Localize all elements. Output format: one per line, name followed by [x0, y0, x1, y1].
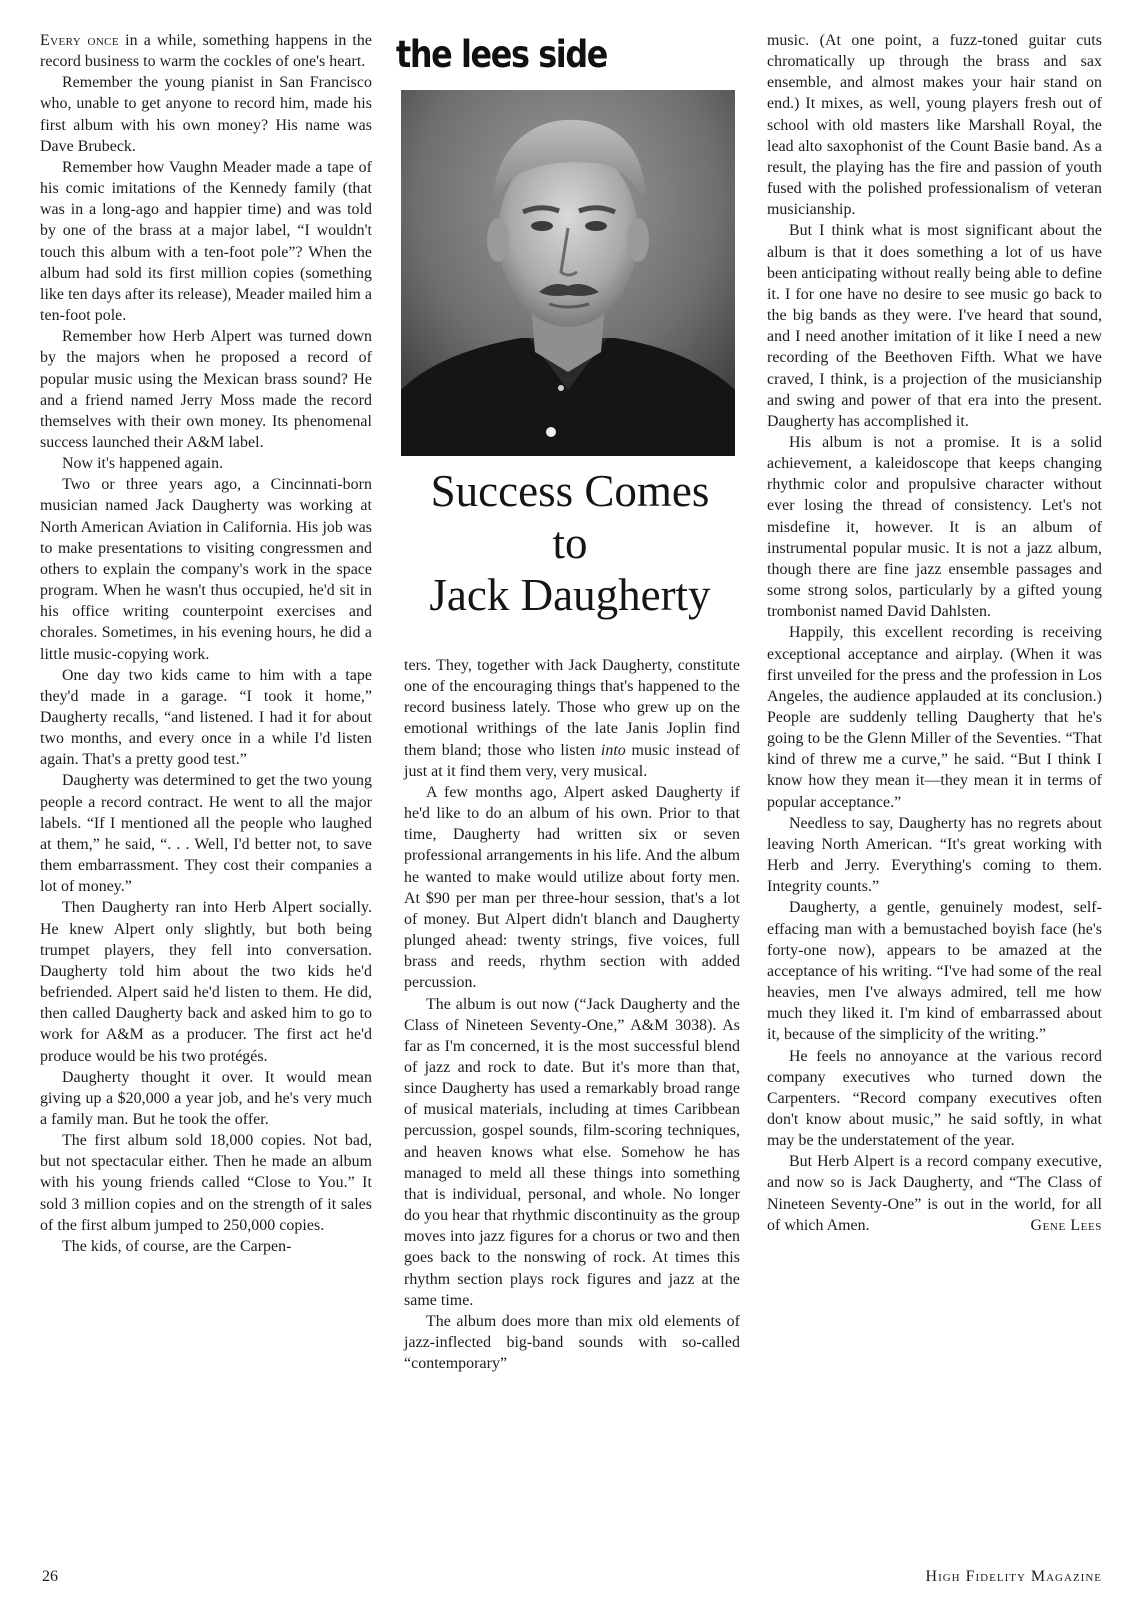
- lead-in: Every once: [40, 32, 120, 49]
- paragraph: A few months ago, Alpert asked Daugherty if he'd like to do an album of his own. Prior to that time, Daugherty had written six or seven professional arrangements in his life. And the album he wanted to make would utilize about forty men. At $90 per man per three-hour session, that's a lot of money. But Alpert didn't blanch and Daugherty plunged ahead: twenty strings, five voices, full brass and reeds, rhythm section with added percussion.: [404, 783, 740, 992]
- article-column-left: [40, 30, 372, 1257]
- paragraph: Two or three years ago, a Cincinnati-born musician named Jack Daugherty was working at North American Aviation in California. His job was to make presentations to visiting congressmen and others to explain the company's work in the space program. When he wasn't thus occupied, he'd sit in his office writing counterpoint exercises and chorales. Sometimes, in his evening hours, he did a little music-copying work.: [40, 476, 372, 663]
- magazine-name: High Fidelity Magazine: [925, 1568, 1102, 1585]
- paragraph: Remember the young pianist in San Francisco who, unable to get anyone to record him, made his first album with his own money? His name was Dave Brubeck.: [40, 74, 372, 155]
- paragraph: Happily, this excellent recording is receiving exceptional acceptance and airplay. (When it was first unveiled for the press and the profession in Los Angeles, the audience applauded at its conclusion.) People are suddenly telling Daugherty that he's going to be the Glenn Miller of the Seventies. “That kind of threw me a curve,” he said. “But I think I know how they mean it—they mean it in terms of popular acceptance.”: [767, 624, 1102, 811]
- paragraph: Needless to say, Daugherty has no regrets about leaving North American. “It's great working with Herb and Jerry. Everything's coming to them. Integrity counts.”: [767, 814, 1102, 896]
- paragraph: The album is out now (“Jack Daugherty and the Class of Nineteen Seventy-One,” A&M 3038). As far as I'm concerned, it is the most successful blend of jazz and rock to date. But it's more than that, since Daugherty has used a remarkably broad range of musical materials, including at times Caribbean percussion, gospel sounds, film-scoring techniques, and heaven knows what else. Somehow he has managed to meld all these things into something that is individual, personal, and whole. No longer do you hear that rhythmic discontinuity as the group moves into jazz figures for a chorus or two and then goes back to the nonswing of rock. At times this rhythm section plays rock figures and jazz at the same time.: [404, 995, 740, 1309]
- paragraph: His album is not a promise. It is a solid achievement, a kaleidoscope that keeps changing rhythmic color and propulsive character without ever losing the thread of consistency. Let's not misdefine it, however. It is an album of instrumental popular music. It is not a jazz album, though there are fine jazz ensemble passages and some strong solos, particularly by a gifted young trombonist named David Dahlsten.: [767, 433, 1102, 621]
- paragraph: Remember how Herb Alpert was turned down by the majors when he proposed a record of popular music using the Mexican brass sound? He and a friend named Jerry Moss made the record themselves with their own money. Its phenomenal success launched their A&M label.: [40, 328, 372, 451]
- paragraph: music. (At one point, a fuzz-toned guitar cuts chromatically up through the brass and sax ensemble, and almost makes your hair stand on end.) It mixes, as well, young players fresh out of school with old masters like Marshall Royal, the lead alto saxophonist of the Count Basie band. As a result, the playing has the fire and passion of youth fused with the polished professionalism of veteran musicianship.: [767, 32, 1102, 219]
- paragraph: Daugherty was determined to get the two young people a record contract. He went to all the major labels. “If I mentioned all the people who laughed at them,” he said, “. . . Well, I'd better not, to save them embarrassment. They cost their companies a lot of money.”: [40, 772, 372, 896]
- paragraph: ters. They, together with Jack Daugherty, constitute one of the encouraging things that's happened to the record business lately. Those who grew up on the emotional writhings of the late Janis Joplin find them bland; those who listen into music instead of just at it find them very, very musical.: [404, 657, 740, 780]
- paragraph: But I think what is most significant about the album is that it does something a lot of us have been anticipating without really being able to define it. I for one have no desire to see music go back to the big bands as they were. I've heard that sound, and I need another imitation of it like I need a new recording of the Beethoven Fifth. What we have craved, I think, is a projection of the musicianship and swing and power of that era into the present. Daugherty has accomplished it.: [767, 222, 1102, 430]
- portrait-photo: [401, 90, 735, 456]
- page-number: 26: [42, 1568, 58, 1585]
- paragraph: Remember how Vaughn Meader made a tape of his comic imitations of the Kennedy family (that was in a long-ago and happier time) and was told by one of the brass at a major label, “I wouldn't touch this album with a ten-foot pole”? When the album had sold its first million copies (something like ten days after its release), Meader mailed him a ten-foot pole.: [40, 158, 372, 325]
- paragraph: Every once in a while, something happens in the record business to warm the cockles of one's heart.: [40, 32, 372, 71]
- headline-line: Jack Daugherty: [429, 570, 711, 620]
- paragraph: Now it's happened again.: [62, 455, 224, 473]
- headline-line: to: [552, 518, 588, 568]
- paragraph: Daugherty, a gentle, genuinely modest, self-effacing man with a bemustached boyish face (he's forty-one now), appears to be amazed at the acceptance of his writing. “I've had some of the real heavies, men I've always admired, tell me how much they liked it. I'm kind of embarrassed about it, because of the simplicity of the writing.”: [767, 899, 1102, 1044]
- article-column-right: [767, 30, 1102, 1236]
- paragraph: But Herb Alpert is a record company executive, and now so is Jack Daugherty, and “The Class of Nineteen Seventy-One” is out in the world, for all of which Amen. Gene Lees: [767, 1151, 1102, 1236]
- headline-line: Success Comes: [430, 466, 710, 516]
- paragraph: He feels no annoyance at the various record company executives who turned down the Carpenters. “Record company executives often don't know about music,” he said softly, in what may be the understatement of the year.: [767, 1047, 1102, 1150]
- paragraph: The first album sold 18,000 copies. Not bad, but not spectacular either. Then he made an album with his young friends called “Close to You.” It sold 3 million copies and on the strength of it sales of the first album jumped to 250,000 copies.: [40, 1132, 372, 1234]
- paragraph: The kids, of course, are the Carpen-: [62, 1237, 292, 1255]
- paragraph: The album does more than mix old elements of jazz-inflected big-band sounds with so-called “contemporary”: [404, 1312, 740, 1373]
- article-column-middle: [404, 655, 740, 1374]
- section-title: the lees side: [396, 33, 607, 76]
- paragraph: Daugherty thought it over. It would mean giving up a $20,000 a year job, and he's very much a family man. But he took the offer.: [40, 1068, 372, 1128]
- author-signature: Gene Lees: [1030, 1216, 1102, 1234]
- paragraph: Then Daugherty ran into Herb Alpert socially. He knew Alpert only slightly, but both being trumpet players, they fell into conversation. Daugherty told him about the two kids he'd befriended. Alpert said he'd listen to them. He did, then called Daugherty back and asked him to go to work for A&M as a producer. The first act he'd produce would be his two protégés.: [40, 899, 372, 1065]
- paragraph: One day two kids came to him with a tape they'd made in a garage. “I took it home,” Daugherty recalls, “and listened. I had it for about two months, and every once in a while I'd listen again. That's a pretty good test.”: [40, 666, 372, 769]
- article-headline: [396, 465, 744, 621]
